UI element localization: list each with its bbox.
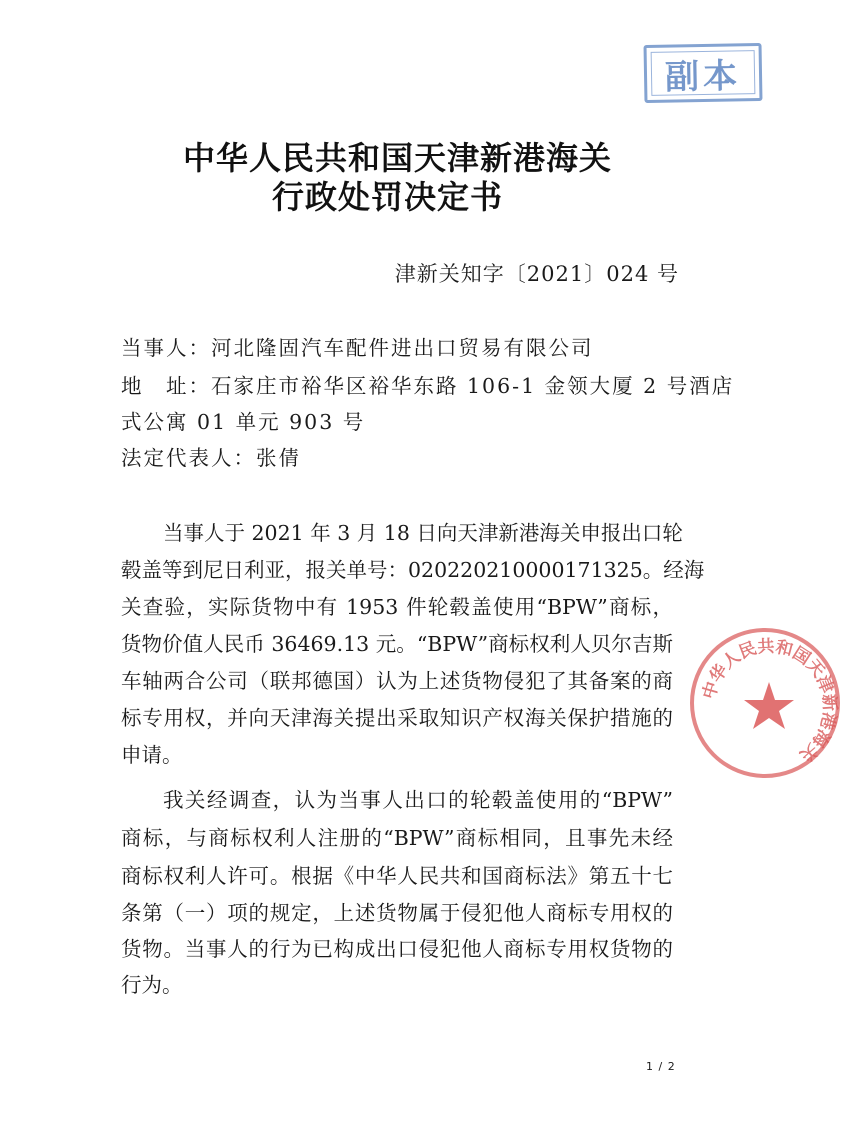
party-field <box>121 331 594 361</box>
paragraph1-line: 关查验，实际货物中有 1953 件轮毂盖使用“BPW”商标， <box>121 595 673 619</box>
copy-stamp-text: 副本 <box>664 55 742 98</box>
paragraph1-line: 毂盖等到尼日利亚，报关单号：020220210000171325。经海 <box>121 558 705 582</box>
paragraph1-line: 货物价值人民币 36469.13 元。“BPW”商标权利人贝尔吉斯 <box>121 632 673 656</box>
copy-stamp <box>644 43 763 103</box>
page-number: 1 / 2 <box>646 1060 676 1073</box>
paragraph2-line: 条第（一）项的规定，上述货物属于侵犯他人商标专用权的 <box>121 901 673 925</box>
paragraph2-line: 行为。 <box>121 973 183 997</box>
document-title-line1: 中华人民共和国天津新港海关 <box>182 139 612 177</box>
party-value: 河北隆固汽车配件进出口贸易有限公司 <box>211 336 594 360</box>
seal-star-icon <box>744 682 794 729</box>
address-line2: 式公寓 01 单元 903 号 <box>121 410 366 434</box>
address-field <box>121 369 734 399</box>
paragraph2-line: 商标权利人许可。根据《中华人民共和国商标法》第五十七 <box>121 864 673 888</box>
representative-field <box>121 441 301 471</box>
document-number: 津新关知字〔2021〕024 号 <box>394 262 679 286</box>
paragraph1-line: 车轴两合公司（联邦德国）认为上述货物侵犯了其备案的商 <box>121 669 673 693</box>
paragraph2-line: 货物。当事人的行为已构成出口侵犯他人商标专用权货物的 <box>121 937 673 961</box>
representative-value: 张倩 <box>256 446 301 470</box>
paragraph1-line: 当事人于 2021 年 3 月 18 日向天津新港海关申报出口轮 <box>163 521 683 545</box>
seal-graphic <box>694 632 844 782</box>
address-label: 地 址： <box>121 374 211 398</box>
party-label: 当事人： <box>121 336 211 360</box>
document-title-line2: 行政处罚决定书 <box>271 178 503 216</box>
address-line1: 石家庄市裕华区裕华东路 106-1 金领大厦 2 号酒店 <box>211 374 735 398</box>
representative-label: 法定代表人： <box>121 446 256 470</box>
paragraph1-line: 申请。 <box>121 743 183 767</box>
paragraph2-line: 我关经调查，认为当事人出口的轮毂盖使用的“BPW” <box>163 788 673 812</box>
paragraph2-line: 商标，与商标权利人注册的“BPW”商标相同，且事先未经 <box>121 826 673 850</box>
official-seal <box>690 628 840 778</box>
paragraph1-line: 标专用权，并向天津海关提出采取知识产权海关保护措施的 <box>121 706 673 730</box>
seal-text: 中华人民共和国天津新港海关 <box>699 636 840 766</box>
